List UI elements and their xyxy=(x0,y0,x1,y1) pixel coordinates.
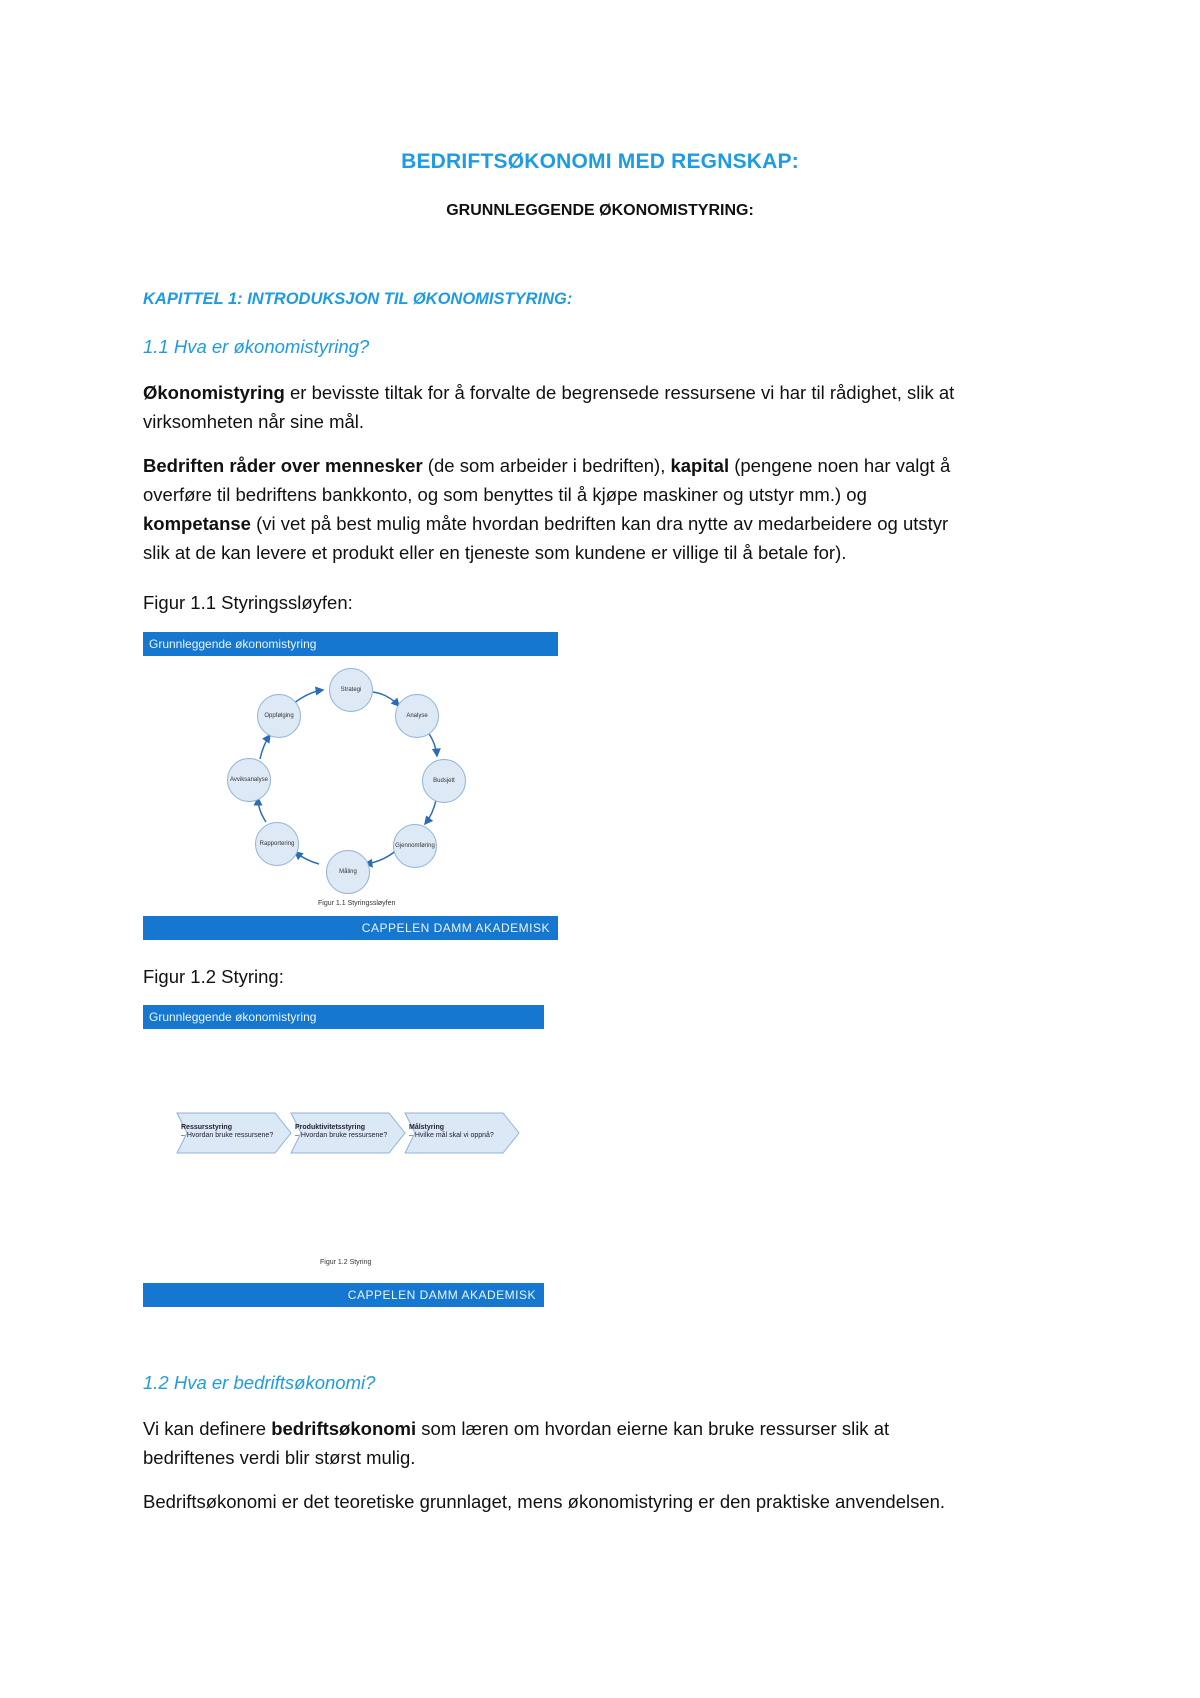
cycle-node-gjennomforing: Gjennomføring xyxy=(393,824,437,868)
step-subtitle: – Hvilke mål skal vi oppnå? xyxy=(409,1132,494,1139)
paragraph-okonomistyring xyxy=(143,378,1043,436)
text-span: virksomheten når sine mål. xyxy=(143,411,365,432)
cycle-node-oppfolging: Oppfølging xyxy=(257,694,301,738)
figure-2-caption: Figur 1.2 Styring: xyxy=(143,966,284,987)
text-span: bedriftenes verdi blir størst mulig. xyxy=(143,1447,416,1468)
step-title: Målstyring xyxy=(409,1124,445,1131)
document-subtitle: GRUNNLEGGENDE ØKONOMISTYRING: xyxy=(446,202,754,219)
text-span: (vi vet på best mulig måte hvordan bedriften kan dra nytte av medarbeidere og utstyr xyxy=(250,513,949,534)
text-span: Vi kan definere xyxy=(143,1418,272,1439)
slide-figure-caption: Figur 1.1 Styringssløyfen xyxy=(318,900,396,907)
document-title: BEDRIFTSØKONOMI MED REGNSKAP: xyxy=(401,150,799,173)
slide-footer-bar xyxy=(143,1283,544,1307)
slide-footer-text: CAPPELEN DAMM AKADEMISK xyxy=(361,921,550,935)
chapter-heading: KAPITTEL 1: INTRODUKSJON TIL ØKONOMISTYRING: xyxy=(143,290,573,308)
cycle-node-avviksanalyse: Avviksanalyse xyxy=(227,758,271,802)
term-kompetanse: kompetanse xyxy=(143,513,251,534)
step-subtitle: – Hvordan bruke ressursene? xyxy=(295,1132,388,1139)
slide-header-text: Grunnleggende økonomistyring xyxy=(149,637,317,651)
figure-2-slide xyxy=(143,1005,544,1307)
section-heading-1-1: 1.1 Hva er økonomistyring? xyxy=(143,336,370,357)
term-bedriftsokonomi: bedriftsøkonomi xyxy=(271,1418,417,1439)
figure-1-slide xyxy=(143,632,558,940)
paragraph-bedriftsokonomi xyxy=(143,1414,1043,1472)
step-subtitle: – Hvordan bruke ressursene? xyxy=(181,1132,274,1139)
cycle-node-rapportering: Rapportering xyxy=(255,822,299,866)
cycle-node-maling: Måling xyxy=(326,850,370,894)
step-title: Ressursstyring xyxy=(181,1124,232,1131)
text-span: er bevisste tiltak for å forvalte de begrensede ressursene vi har til rådighet, slik at xyxy=(284,382,955,403)
text-span: slik at de kan levere et produkt eller en tjeneste som kundene er villige til å betale for). xyxy=(143,542,847,563)
slide-footer-bar xyxy=(143,916,558,940)
term-mennesker: Bedriften råder over mennesker xyxy=(143,455,423,476)
text-span: (pengene noen har valgt å xyxy=(729,455,951,476)
step-produktivitetsstyring xyxy=(295,1124,387,1140)
section-heading-1-2: 1.2 Hva er bedriftsøkonomi? xyxy=(143,1372,376,1393)
slide-header-text: Grunnleggende økonomistyring xyxy=(149,1010,317,1024)
slide-figure-caption: Figur 1.2 Styring xyxy=(320,1259,372,1266)
text-span: overføre til bedriftens bankkonto, og som benyttes til å kjøpe maskiner og utstyr mm.) og xyxy=(143,484,867,505)
term-okonomistyring: Økonomistyring xyxy=(143,382,285,403)
cycle-node-strategi: Strategi xyxy=(329,668,373,712)
step-ressursstyring xyxy=(181,1124,273,1140)
slide-footer-text: CAPPELEN DAMM AKADEMISK xyxy=(347,1288,536,1302)
paragraph-resources xyxy=(143,451,1043,567)
step-malstyring xyxy=(409,1124,494,1140)
cycle-node-analyse: Analyse xyxy=(395,694,439,738)
paragraph-theory-practice: Bedriftsøkonomi er det teoretiske grunnlaget, mens økonomistyring er den praktiske anvendelsen. xyxy=(143,1491,946,1512)
text-span: som læren om hvordan eierne kan bruke ressurser slik at xyxy=(416,1418,890,1439)
step-title: Produktivitetsstyring xyxy=(295,1124,366,1131)
term-kapital: kapital xyxy=(670,455,730,476)
figure-1-caption: Figur 1.1 Styringssløyfen: xyxy=(143,592,353,613)
text-span: (de som arbeider i bedriften), xyxy=(422,455,671,476)
cycle-node-budsjett: Budsjett xyxy=(422,759,466,803)
